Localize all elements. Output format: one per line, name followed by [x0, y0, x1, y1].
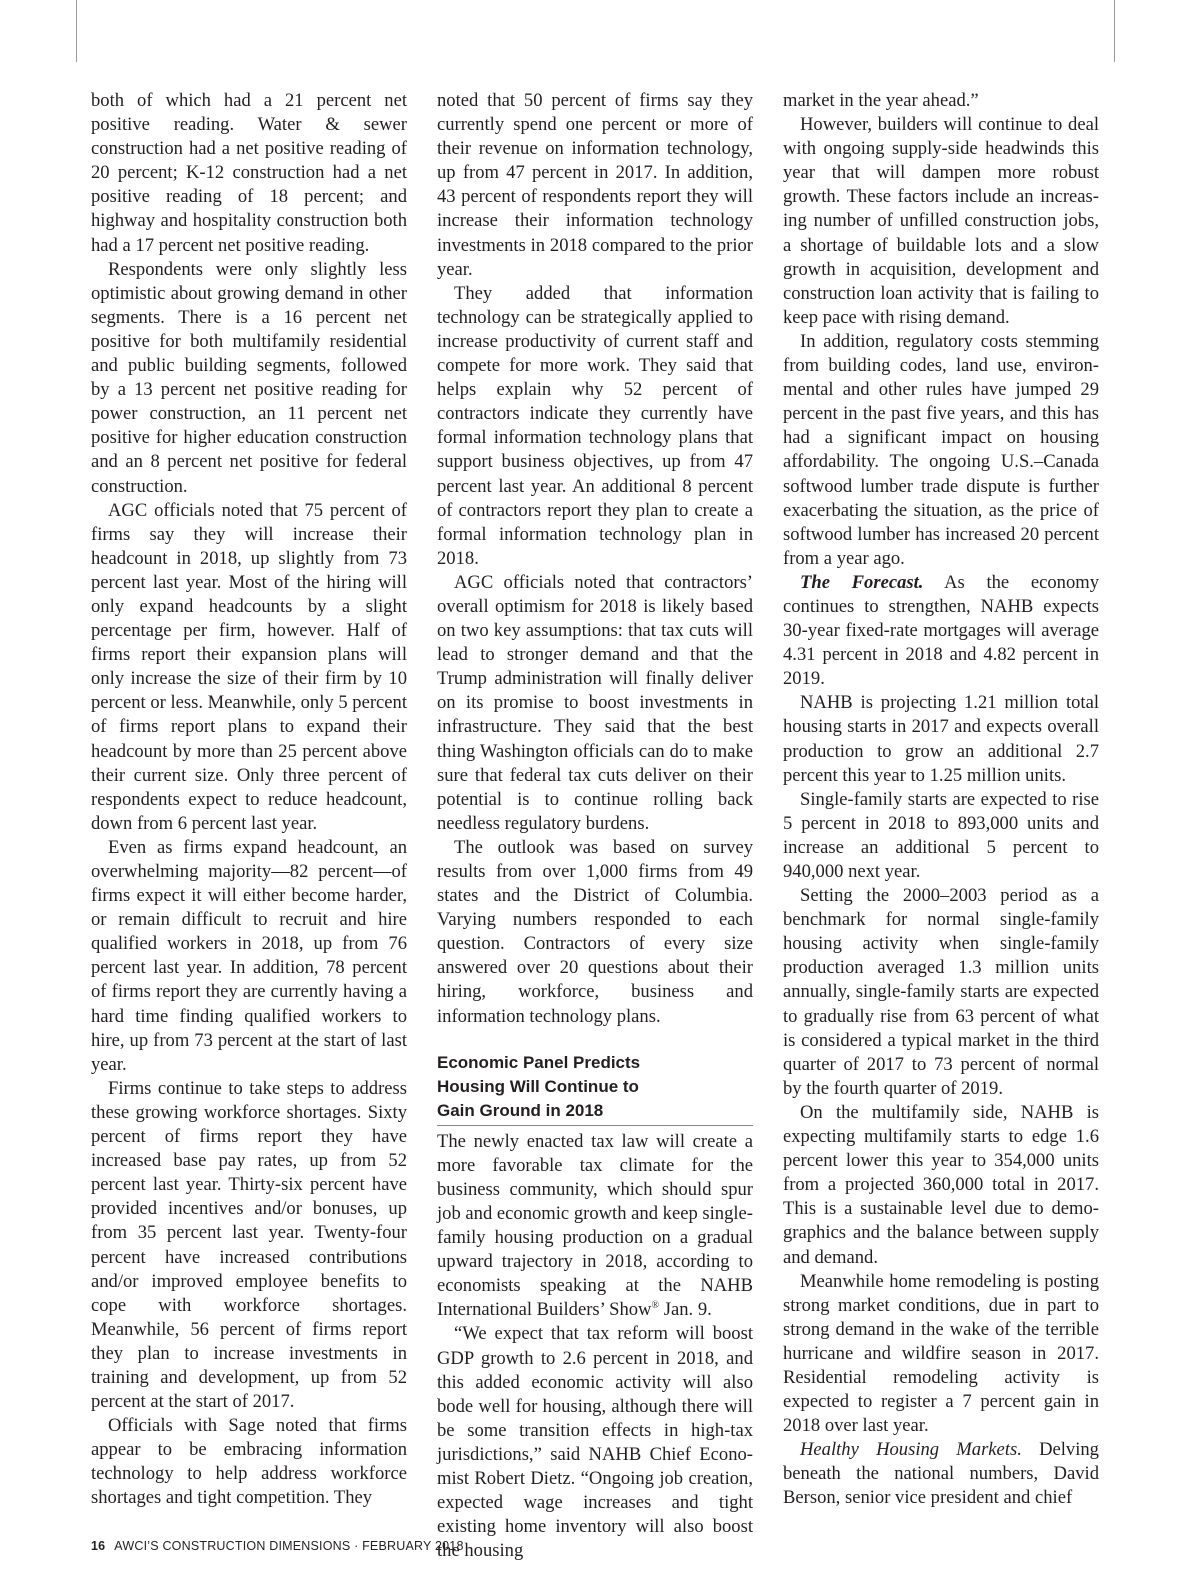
paragraph: “We expect that tax reform will boost GDP growth to 2.6 percent in 2018, and this added economic activity will also bode well for housing, although there will be some transition effects in high-tax jurisdictions,” said NAHB Chief Economist Robert Dietz. “Ongoing job creation, expected wage increases and tight existing home inventory will also boost the housing — [437, 1323, 753, 1562]
paragraph: Firms continue to take steps to address these growing workforce shortages. Sixty percent of firms report they have increased base pay rates, up from 52 percent last year. Thirty-six percent have provided incentives and/or bonuses, up from 35 percent last year. Twenty-four percent have increased contributions and/or improved employee benefits to cope with workforce shortages. Meanwhile, 56 percent of firms report they plan to increase investments in training and development, up from 52 percent at the start of 2017. — [91, 1077, 407, 1413]
registered-mark: ® — [651, 1300, 660, 1312]
paragraph: On the multifamily side, NAHB is expecting multifamily starts to edge 1.6 percent lower this year to 354,000 units from a projected 360,000 total in 2017. This is a sustainable level due to demographics and the balance between supply and demand. — [783, 1101, 1099, 1268]
publication-line: AWCI’S CONSTRUCTION DIMENSIONS · FEBRUARY 2018 — [114, 1539, 464, 1553]
page-rule-left — [76, 0, 77, 62]
article-column-2 — [437, 89, 753, 1563]
paragraph — [437, 1130, 753, 1323]
headline-line: Gain Ground in 2018 — [437, 1100, 604, 1120]
paragraph: In addition, regulatory costs stemming from building codes, land use, environmental and other rules have jumped 29 percent in the past five years, and this has had a significant impact on housing affordability. The ongoing U.S.–Canada softwood lumber trade dispute is further exacerbating the situation, as the price of softwood lumber has increased 20 percent from a year ago. — [783, 330, 1099, 569]
paragraph: NAHB is projecting 1.21 million total housing starts in 2017 and expects overall production to grow an additional 2.7 percent this year to 1.25 million units. — [783, 692, 1099, 786]
article-column-3 — [783, 89, 1099, 1511]
paragraph-text: As the economy continues to strengthen, NAHB expects 30-year fixed-rate mortgages will average 4.31 percent in 2018 and 4.82 percent in 2019. — [783, 571, 1099, 690]
run-in-heading: Healthy Housing Markets. — [800, 1439, 1022, 1461]
article-column-1 — [91, 89, 407, 1511]
paragraph: noted that 50 percent of firms say they currently spend one percent or more of their revenue on information technology, up from 47 percent in 2017. In addition, 43 percent of respondents report they will increase their information technology investments in 2018 compared to the prior year. — [437, 90, 753, 280]
paragraph: The outlook was based on survey results from over 1,000 firms from 49 states and the District of Columbia. Varying numbers responded to each question. Contractors of every size answered over 20 questions about their hiring, workforce, business and information technology plans. — [437, 836, 753, 1027]
paragraph: both of which had a 21 percent net positive reading. Water & sewer construction had a net positive reading of 20 percent; K-12 construction had a net positive reading of 18 percent; and highway and hospitality construction both had a 17 percent net positive reading. — [91, 90, 407, 256]
paragraph: Even as firms expand headcount, an overwhelming majority—82 percent—of firms expect it will either become harder, or remain difficult to recruit and hire qualified workers in 2018, up from 76 percent last year. In addition, 78 percent of firms report they are currently having a hard time finding qualified workers to hire, up from 73 percent at the start of last year. — [91, 836, 407, 1075]
page-number: 16 — [91, 1539, 106, 1553]
paragraph-text: Delving beneath the national numbers, David Berson, senior vice president and chief — [783, 1439, 1099, 1509]
paragraph — [783, 1438, 1099, 1510]
section-headline — [437, 1051, 753, 1126]
headline-line: Housing Will Continue to — [437, 1076, 639, 1096]
headline-line: Economic Panel Predicts — [437, 1052, 641, 1072]
page-footer — [91, 1539, 464, 1553]
run-in-heading: The Forecast. — [800, 571, 924, 593]
paragraph — [783, 571, 1099, 691]
paragraph: AGC officials noted that 75 percent of firms say they will increase their headcount in 2018, up slightly from 73 percent last year. Most of the hiring will only expand headcounts by a slight percentage per firm, however. Half of firms report their expansion plans will only increase the size of their firm by 10 percent or less. Meanwhile, only 5 percent of firms report plans to expand their headcount by more than 25 percent above their current size. Only three percent of respondents expect to reduce headcount, down from 6 percent last year. — [91, 499, 407, 834]
paragraph: Officials with Sage noted that firms appear to be embracing information technology to help address workforce shortages and tight competition. They — [91, 1415, 407, 1509]
paragraph: Single-family starts are expected to rise 5 percent in 2018 to 893,000 units and increase an additional 5 percent to 940,000 next year. — [783, 788, 1099, 882]
paragraph: Meanwhile home remodeling is posting strong market conditions, due in part to strong demand in the wake of the terrible hurricane and wildfire season in 2017. Residential remodeling activity is expected to register a 7 percent gain in 2018 over last year. — [783, 1270, 1099, 1437]
paragraph: They added that information technology can be strategically applied to increase productivity of current staff and compete for more work. They said that helps explain why 52 percent of contractors indicate they currently have formal information technology plans that support business objectives, up from 47 percent last year. An additional 8 percent of contractors report they plan to create a formal information technology plan in 2018. — [437, 282, 753, 569]
paragraph: market in the year ahead.” — [783, 90, 979, 111]
paragraph: Setting the 2000–2003 period as a benchmark for normal single-family housing activity when single-family production averaged 1.3 million units annually, single-family starts are expected to gradually rise from 63 percent of what is considered a typical market in the third quarter of 2017 to 73 percent of normal by the fourth quarter of 2019. — [783, 885, 1099, 1099]
paragraph-text: The newly enacted tax law will create a more favorable tax climate for the business community, which should spur job and economic growth and keep single-family housing production on a gradual upward trajectory in 2018, according to economists speaking at the NAHB International Builders’ Show — [437, 1130, 754, 1321]
paragraph: AGC officials noted that contractors’ overall optimism for 2018 is likely based on two key assumptions: that tax cuts will lead to stronger demand and that the Trump administration will finally deliver on its promise to boost investments in infrastructure. They said that the best thing Washington officials can do to make sure that federal tax cuts deliver on their potential is to continue rolling back needless regulatory burdens. — [437, 571, 753, 834]
page-rule-right — [1114, 0, 1115, 62]
paragraph: Respondents were only slightly less optimistic about growing demand in other segments. There is a 16 percent net positive for both multifamily residential and public building segments, followed by a 13 percent net positive reading for power construction, an 11 percent net positive for higher education construction and an 8 percent net positive for federal construction. — [91, 258, 407, 497]
paragraph: However, builders will continue to deal with ongoing supply-side headwinds this year that will dampen more robust growth. These factors include an increasing number of unfilled construction jobs, a shortage of buildable lots and a slow growth in acquisition, development and construction loan activity that is failing to keep pace with rising demand. — [783, 114, 1099, 328]
paragraph-text: Jan. 9. — [659, 1299, 712, 1321]
